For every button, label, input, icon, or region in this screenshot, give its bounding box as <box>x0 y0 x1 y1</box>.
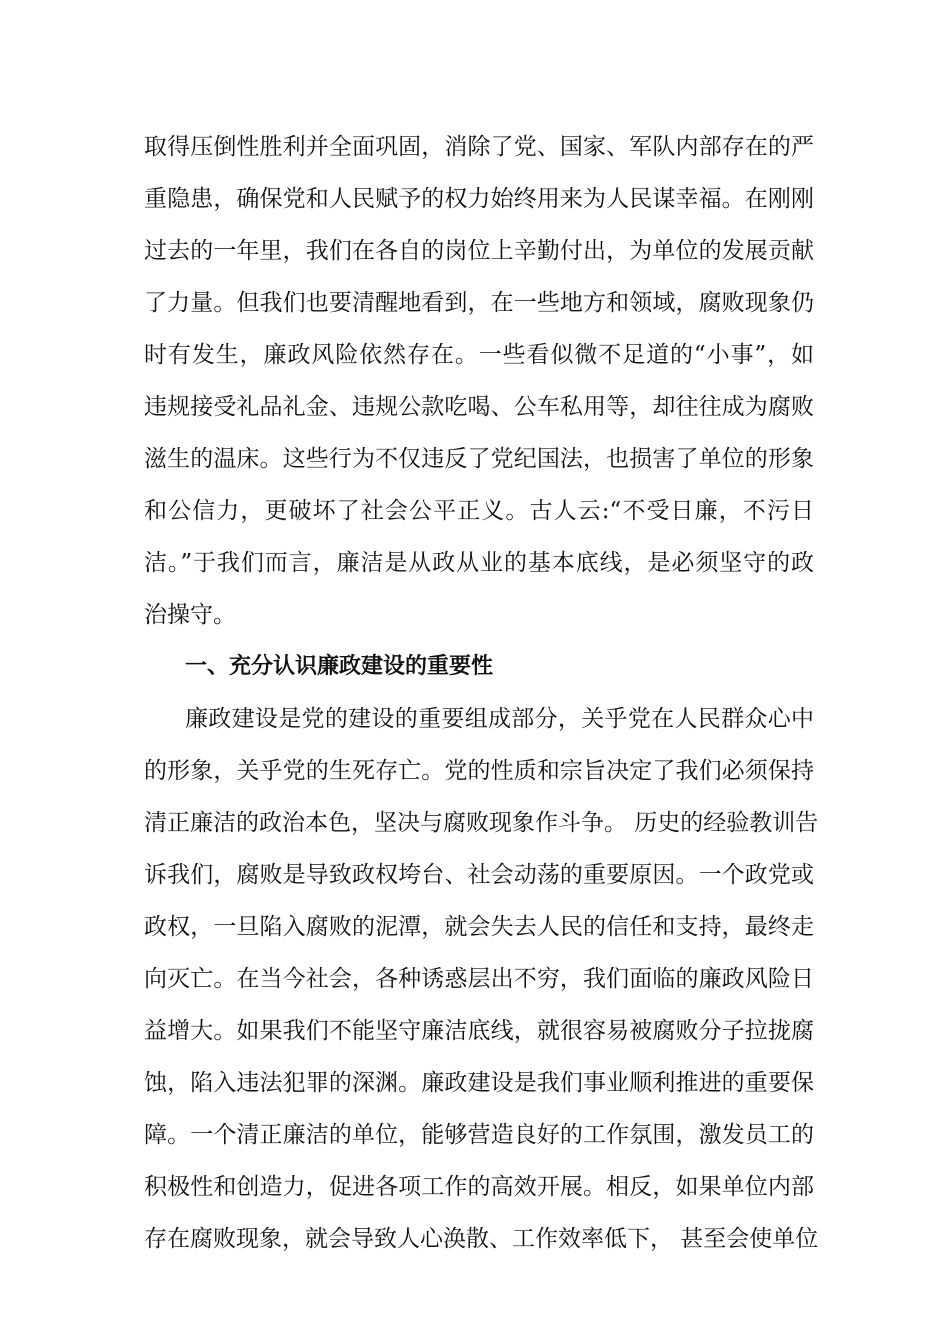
paragraph-2-line-11: 存在腐败现象，就会导致人心涣散、工作效率低下， 甚至会使单位 <box>144 1226 819 1252</box>
paragraph-2-line-7: 益增大。如果我们不能坚守廉洁底线，就很容易被腐败分子拉拢腐 <box>144 1018 814 1044</box>
paragraph-1-line-3: 过去的一年里，我们在各自的岗位上辛勤付出，为单位的发展贡献 <box>144 238 814 264</box>
paragraph-1-line-2: 重隐患，确保党和人民赋予的权力始终用来为人民谋幸福。在刚刚 <box>144 186 814 212</box>
paragraph-1-line-7: 滋生的温床。这些行为不仅违反了党纪国法，也损害了单位的形象 <box>144 446 814 472</box>
paragraph-1-line-4: 了力量。但我们也要清醒地看到，在一些地方和领域，腐败现象仍 <box>144 290 814 316</box>
paragraph-2-line-8: 蚀，陷入违法犯罪的深渊。廉政建设是我们事业顺利推进的重要保 <box>144 1070 814 1096</box>
paragraph-2-line-10: 积极性和创造力，促进各项工作的高效开展。相反，如果单位内部 <box>144 1174 814 1200</box>
paragraph-2-line-2: 的形象，关乎党的生死存亡。党的性质和宗旨决定了我们必须保持 <box>144 758 814 784</box>
paragraph-1-line-10: 治操守。 <box>144 602 236 628</box>
paragraph-1-line-8: 和公信力，更破坏了社会公平正义。古人云:“不受日廉，不污日 <box>144 498 814 524</box>
paragraph-2-line-5: 政权，一旦陷入腐败的泥潭，就会失去人民的信任和支持，最终走 <box>144 914 814 940</box>
paragraph-2-line-4: 诉我们，腐败是导致政权垮台、社会动荡的重要原因。一个政党或 <box>144 862 814 888</box>
paragraph-1-line-9: 洁。”于我们而言，廉洁是从政从业的基本底线，是必须坚守的政 <box>144 550 814 576</box>
paragraph-2-line-6: 向灭亡。在当今社会，各种诱惑层出不穷，我们面临的廉政风险日 <box>144 966 814 992</box>
paragraph-2-line-1: 廉政建设是党的建设的重要组成部分，关乎党在人民群众心中 <box>185 706 814 732</box>
paragraph-1-line-5: 时有发生，廉政风险依然存在。一些看似微不足道的“小事”，如 <box>144 342 814 368</box>
paragraph-1-line-1: 取得压倒性胜利并全面巩固，消除了党、国家、军队内部存在的严 <box>144 134 814 160</box>
paragraph-2-line-9: 障。一个清正廉洁的单位，能够营造良好的工作氛围，激发员工的 <box>144 1122 814 1148</box>
paragraph-2-line-3: 清正廉洁的政治本色，坚决与腐败现象作斗争。 历史的经验教训告 <box>144 810 819 836</box>
paragraph-1-line-6: 违规接受礼品礼金、违规公款吃喝、公车私用等，却往往成为腐败 <box>144 394 814 420</box>
section-heading: 一、充分认识廉政建设的重要性 <box>185 654 494 679</box>
